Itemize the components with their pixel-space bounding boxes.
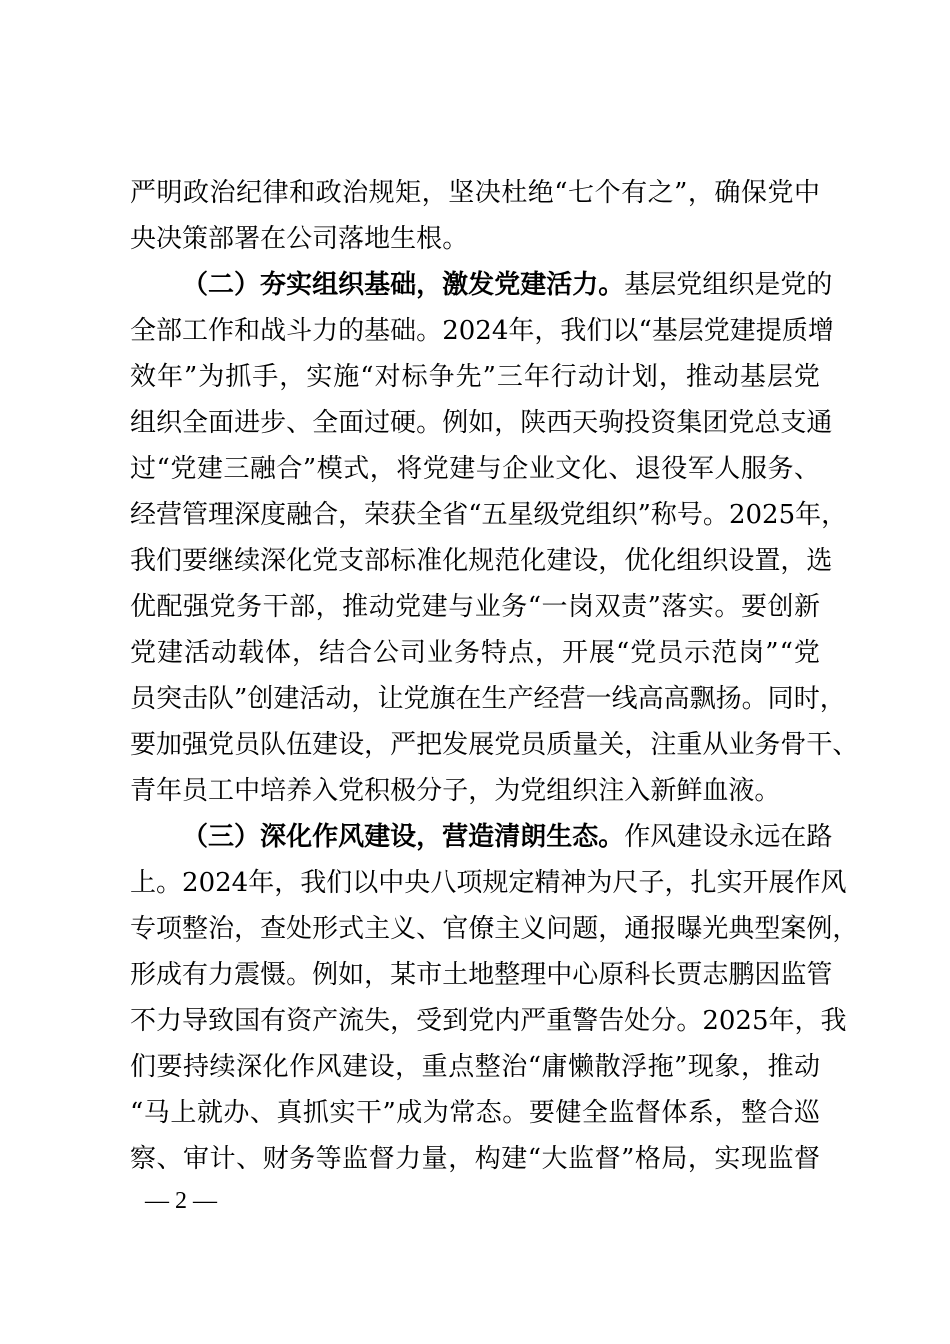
paragraph bbox=[130, 814, 859, 1182]
text-line: 央 决 策 部 署 在 公 司 落 地 生 根 。 bbox=[130, 224, 469, 254]
page-number: — 2 — bbox=[145, 1188, 217, 1214]
text-line: 过 “ 党 建 三 融 合 ” 模 式 ， 将 党 建 与 企 业 文 化 、 退 役 军 人 服 务 、 bbox=[130, 454, 820, 484]
text-line: 我 们 要 继 续 深 化 党 支 部 标 准 化 规 范 化 建 设 ， 优 化 组 织 设 置 ， 选 bbox=[130, 546, 833, 576]
paragraph bbox=[130, 262, 859, 814]
text-line: 效 年 ” 为 抓 手 ， 实 施 “ 对 标 争 先 ” 三 年 行 动 计 划 ， 推 动 基 层 党 bbox=[130, 362, 820, 392]
text-line: 优 配 强 党 务 干 部 ， 推 动 党 建 与 业 务 “ 一 岗 双 责 ” 落 实 。 要 创 新 bbox=[130, 592, 820, 622]
text-line: 要 加 强 党 员 队 伍 建 设 ， 严 把 发 展 党 员 质 量 关 ， 注 重 从 业 务 骨 干 、 bbox=[130, 730, 859, 760]
text-line: 党 建 活 动 载 体 ， 结 合 公 司 业 务 特 点 ， 开 展 “ 党 员 示 范 岗 ” “ 党 bbox=[130, 638, 820, 668]
text-line: 专 项 整 治 ， 查 处 形 式 主 义 、 官 僚 主 义 问 题 ， 通 报 曝 光 典 型 案 例 ， bbox=[130, 914, 859, 944]
text-line: 严 明 政 治 纪 律 和 政 治 规 矩 ， 坚 决 杜 绝 “ 七 个 有 之 ” ， 确 保 党 中 bbox=[130, 178, 820, 208]
text-line: 察 、 审 计 、 财 务 等 监 督 力 量 ， 构 建 “ 大 监 督 ” 格 局 ， 实 现 监 督 bbox=[130, 1144, 820, 1174]
text-line: 上 。 2024 年 ， 我 们 以 中 央 八 项 规 定 精 神 为 尺 子 ， 扎 实 开 展 作 风 bbox=[130, 868, 847, 898]
text-line: “ 马 上 就 办 、 真 抓 实 干 ” 成 为 常 态 。 要 健 全 监 督 体 系 ， 整 合 巡 bbox=[130, 1098, 820, 1128]
text-line: 组 织 全 面 进 步 、 全 面 过 硬 。 例 如 ， 陕 西 天 驹 投 资 集 团 党 总 支 通 bbox=[130, 408, 833, 438]
text-line: 形 成 有 力 震 慑 。 例 如 ， 某 市 土 地 整 理 中 心 原 科 长 贾 志 鹏 因 监 管 bbox=[130, 960, 833, 990]
text-line: 们 要 持 续 深 化 作 风 建 设 ， 重 点 整 治 “ 庸 懒 散 浮 拖 ” 现 象 ， 推 动 bbox=[130, 1052, 820, 1082]
text-line: （ 二 ） 夯 实 组 织 基 础 ， 激 发 党 建 活 力 。 基 层 党 组 织 是 党 的 bbox=[182, 270, 833, 300]
text-line: 经 营 管 理 深 度 融 合 ， 荣 获 全 省 “ 五 星 级 党 组 织 ” 称 号 。 2025 年 ， bbox=[130, 500, 848, 530]
paragraph bbox=[130, 170, 820, 262]
text-line: （ 三 ） 深 化 作 风 建 设 ， 营 造 清 朗 生 态 。 作 风 建 设 永 远 在 路 bbox=[182, 822, 833, 852]
text-line: 不 力 导 致 国 有 资 产 流 失 ， 受 到 党 内 严 重 警 告 处 分 。 2025 年 ， 我 bbox=[130, 1006, 847, 1036]
text-line: 青 年 员 工 中 培 养 入 党 积 极 分 子 ， 为 党 组 织 注 入 新 鲜 血 液 。 bbox=[130, 776, 781, 806]
text-line: 员 突 击 队 ” 创 建 活 动 ， 让 党 旗 在 生 产 经 营 一 线 高 高 飘 扬 。 同 时 ， bbox=[130, 684, 846, 714]
document-body bbox=[130, 170, 859, 1182]
text-line: 全 部 工 作 和 战 斗 力 的 基 础 。 2024 年 ， 我 们 以 “ 基 层 党 建 提 质 增 bbox=[130, 316, 834, 346]
